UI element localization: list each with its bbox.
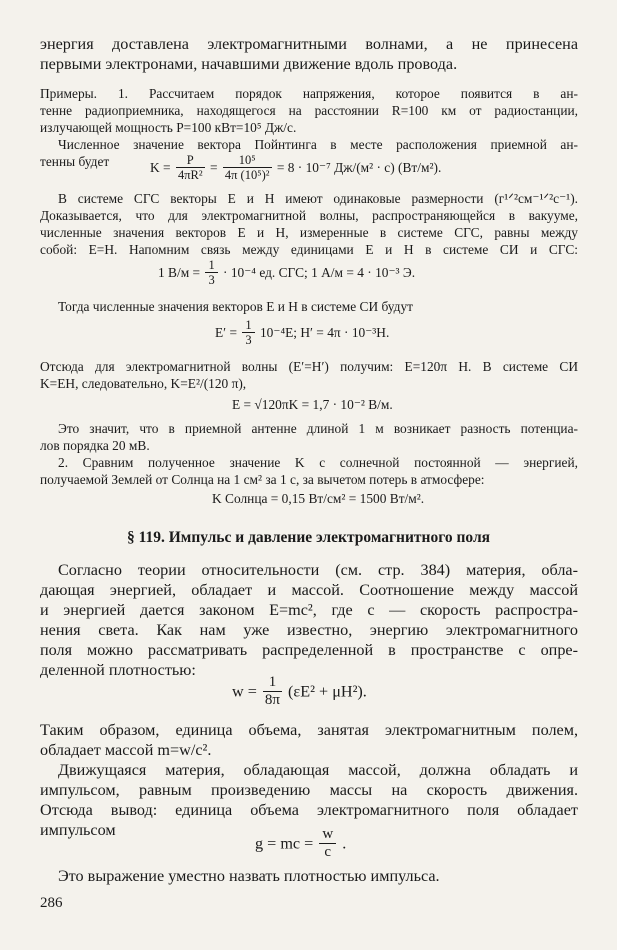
equation-si-values: E′ = $\frac{1}{3}$ 10⁻⁴E; H′ = 4π · 10⁻³H. [215,318,390,347]
para-2-line-2: Доказывается, что для электромагнитной волны, распространяющейся в вакууме, [40,208,578,223]
section-line-10: импульсом, равным произведению массы на скорость движения. [40,781,578,799]
intro-line-1: энергия доставлена электромагнитными волнами, а не принесена [40,35,578,53]
eq3-fraction: $\frac{1}{3}$ [242,318,254,347]
section-line-11: Отсюда вывод: единица объема электромагнитного поля обладает [40,801,578,819]
para-3: Тогда численные значения векторов E и H в системе СИ будут [58,299,414,314]
page-number: 286 [40,895,63,911]
section-line-12: импульсом [40,821,116,839]
eq1-fraction-2: $\frac{\text{10⁵}}{\text{4π (10⁵)²}}$ [224,153,270,182]
example-1-line-5: тенны будет [40,154,110,169]
para-6-line-2: получаемой Землей от Солнца на 1 см² за 1 с, за вычетом потерь в атмосфере: [40,472,485,487]
section-heading: § 119. Импульс и давление электромагнитного поля [126,529,491,546]
equation-units: 1 В/м = $\frac{1}{3}$ · 10⁻⁴ ед. СГС; 1 А/м = 4 · 10⁻³ Э. [158,258,416,287]
section-line-7: Таким образом, единица объема, занятая электромагнитным полем, [40,721,578,739]
section-line-1: Согласно теории относительности (см. стр. 384) материя, обла- [58,561,578,579]
para-5-line-2: лов порядка 20 мВ. [40,438,150,453]
intro-line-2: первыми электронами, начавшими движение вдоль провода. [40,55,458,73]
para-4-line-1: Отсюда для электромагнитной волны (E′=H′) получим: E=120π H. В системе СИ [40,359,578,374]
eq1-lhs: K = [150,160,171,175]
para-6-line-1: 2. Сравним полученное значение K с солнечной постоянной — энергией, [58,455,578,470]
section-line-4: нения света. Как нам уже известно, энергию электромагнитного [40,621,578,639]
equation-solar: K Солнца = 0,15 Вт/см² = 1500 Вт/м². [212,491,425,506]
example-1-line-4: Численное значение вектора Пойнтинга в месте расположения приемной ан- [58,137,578,152]
eq7-fraction: $\frac{w}{c}$ [319,826,336,861]
example-1-line-2: тенне радиоприемника, находящегося на расстоянии R=100 км от радиостанции, [40,103,578,118]
para-2-line-1: В системе СГС векторы E и H имеют одинаковые размерности (г¹ᐟ²см⁻¹ᐟ²с⁻¹). [58,191,578,206]
eq1-fraction-1: $\frac{P}{\text{4πR²}}$ [177,153,203,182]
eq2-fraction: $\frac{1}{3}$ [205,258,217,287]
section-line-5: поля можно рассматривать распределенной в пространстве с опре- [40,641,578,659]
example-1-line-1: Примеры. 1. Рассчитаем порядок напряжения, которое появится в ан- [40,86,578,101]
section-line-2: дающая энергией, обладает и массой. Соотношение между массой [40,581,578,599]
para-2-line-3: численные значения векторов E и H, измеренные в системе СГС, равны между [40,225,578,240]
para-2-line-4: собой: E=H. Напомним связь между единицами E и H в системе СИ и СГС: [40,242,578,257]
example-1-line-3: излучающей мощность P=100 кВт=10⁵ Дж/с. [40,120,297,135]
section-line-9: Движущаяся материя, обладающая массой, должна обладать и [58,761,578,779]
equation-energy-density: w = $\frac{1}{8\pi}$ (εE² + μH²). [232,674,367,708]
section-line-3: и энергией дается законом E=mc², где c — скорость распростра- [40,601,578,619]
section-line-8: обладает массой m=w/c². [40,741,212,759]
equation-momentum-density: g = mc = $\frac{w}{c}$ . [255,826,347,860]
eq1-rhs: = 8 · 10⁻⁷ Дж/(м² · с) (Вт/м²). [276,160,442,175]
para-5-line-1: Это значит, что в приемной антенне длиной 1 м возникает разность потенциа- [58,421,578,436]
section-line-6: деленной плотностью: [40,661,196,679]
section-line-13: Это выражение уместно назвать плотностью импульса. [58,867,440,885]
equation-poynting: K = $\frac{P}{\text{4πR²}}$ = $\frac{\text{10⁵}}{\text{4π (10⁵)²}}$ = 8 · 10⁻⁷ Дж/(м² · с) (Вт/м²). [150,153,442,182]
eq6-fraction: $\frac{1}{8\pi}$ [264,674,280,708]
equation-field: E = √120πK = 1,7 · 10⁻² В/м. [232,397,393,412]
para-4-line-2: K=EH, следовательно, K=E²/(120 π), [40,376,247,391]
